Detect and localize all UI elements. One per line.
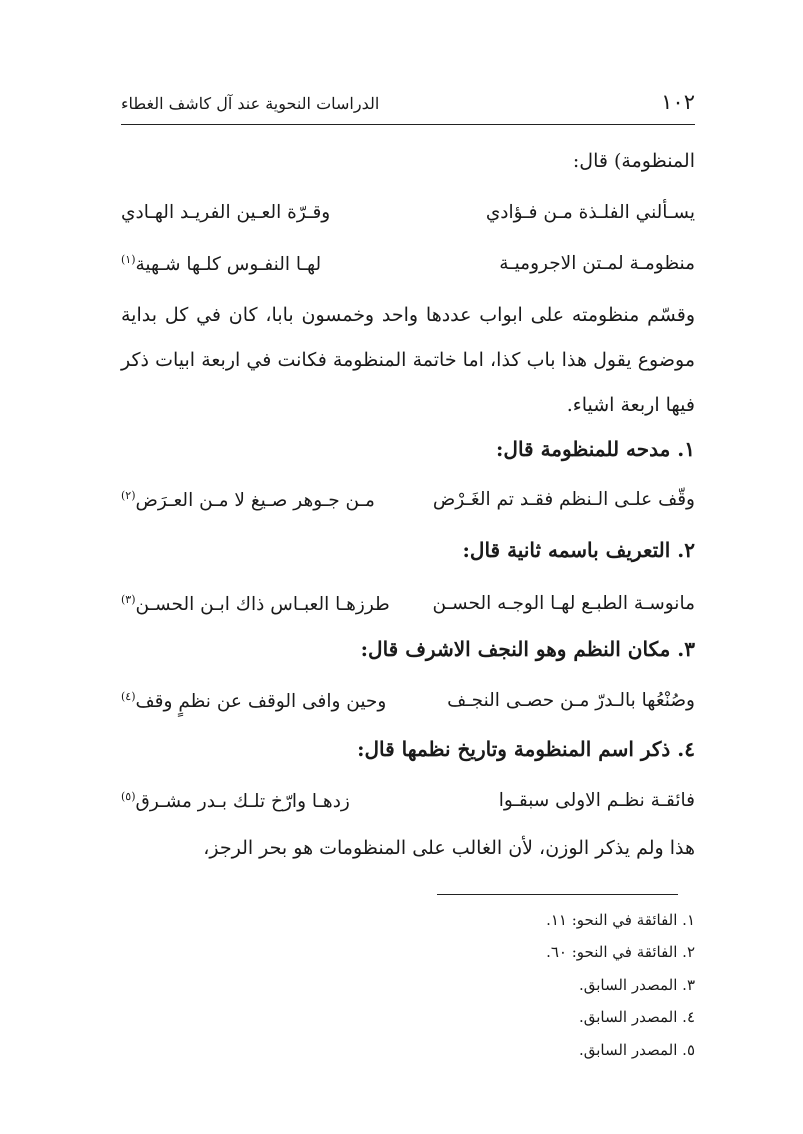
- section-heading-2: ٢. التعريف باسمه ثانية قال:: [462, 538, 695, 562]
- verse-6-first-hemistich: [499, 790, 695, 811]
- closing-line: هذا ولم يذكر الوزن، لأن الغالب على المنظومات هو بحر الرجز،: [203, 837, 695, 859]
- footnote-3: ٣. المصدر السابق.: [578, 976, 695, 994]
- verse-3: [121, 489, 695, 519]
- section-heading-4: ٤. ذكر اسم المنظومة وتاريخ نظمها قال:: [357, 737, 695, 761]
- verse-6: [121, 790, 695, 820]
- verse-3-second-text: مـن جـوهر صـيغ لا مـن العـرَض: [135, 490, 375, 512]
- verse-6-second-text: زدهـا وارّخ تلـك بـدر مشـرق: [135, 791, 350, 813]
- verse-4-first-text: مانوسـة الطبـع لهـا الوجـه الحسـن: [432, 593, 695, 614]
- verse-1: [121, 202, 695, 232]
- verse-3-first-text: وقّف علـى الـنظم فقـد تم الغَـرْض: [432, 489, 695, 510]
- header-rule: [121, 124, 695, 125]
- verse-1-first-hemistich: يسـألني الفلـذة مـن فـؤادي: [485, 202, 695, 223]
- verse-3-second-hemistich: [121, 489, 375, 511]
- section-heading-1: ١. مدحه للمنظومة قال:: [496, 437, 695, 461]
- footnote-rule: [437, 894, 678, 895]
- verse-4-second-hemistich: [121, 593, 390, 615]
- verse-2: [121, 253, 695, 283]
- footnote-5: ٥. المصدر السابق.: [578, 1041, 695, 1059]
- page-number: ١٠٢: [661, 90, 695, 114]
- page-header: [121, 86, 695, 122]
- verse-2-second-text: لهـا النفـوس كلـها شـهية: [135, 254, 322, 276]
- verse-4-second-text: طرزهـا العبـاس ذاك ابـن الحسـن: [135, 594, 390, 616]
- verse-6-second-hemistich: [121, 790, 350, 812]
- verse-4: [121, 593, 695, 623]
- verse-5: [121, 690, 695, 720]
- verse-1-second-hemistich: [121, 202, 330, 223]
- footnote-1: ١. الفائقة في النحو: ١١.: [546, 911, 695, 929]
- verse-2-first-hemistich: منظومـة لمـتن الاجروميـة: [499, 253, 695, 274]
- verse-3-first-hemistich: [433, 489, 695, 510]
- footnote-ref-1: (١): [121, 253, 136, 266]
- footnote-4: ٤. المصدر السابق.: [578, 1008, 695, 1026]
- intro-line: المنظومة) قال:: [572, 150, 695, 172]
- verse-5-second-text: وحين وافى الوقف عن نظمٍ وقف: [135, 691, 387, 713]
- footnote-ref-3: (٣): [121, 593, 136, 606]
- footnote-2: ٢. الفائقة في النحو: ٦٠.: [546, 943, 695, 961]
- verse-5-first-hemistich: [447, 690, 695, 711]
- verse-4-first-hemistich: [433, 593, 695, 614]
- footnote-ref-4: (٤): [121, 690, 136, 703]
- footnote-ref-2: (٢): [121, 489, 136, 502]
- footnote-ref-5: (٥): [121, 790, 136, 803]
- body-paragraph: وقسّم منظومته على ابواب عددها واحد وخمسون بابا، كان في كل بداية موضوع يقول هذا باب كذا، اما خاتمة المنظومة فكانت في اربعة ابيات ذكر فيها اربعة اشياء.: [121, 304, 695, 416]
- verse-5-second-hemistich: [121, 690, 386, 712]
- verse-5-first-text: وصُنْعُها بالـدرّ مـن حصـى النجـف: [447, 690, 695, 711]
- verse-6-first-text: فائقـة نظـم الاولى سبقـوا: [498, 790, 695, 811]
- verse-1-second-text: وقـرّة العـين الفريـد الهـادي: [121, 202, 331, 223]
- running-title: الدراسات النحوية عند آل كاشف الغطاء: [121, 94, 380, 113]
- verse-2-second-hemistich: [121, 253, 321, 275]
- section-heading-3: ٣. مكان النظم وهو النجف الاشرف قال:: [360, 637, 695, 661]
